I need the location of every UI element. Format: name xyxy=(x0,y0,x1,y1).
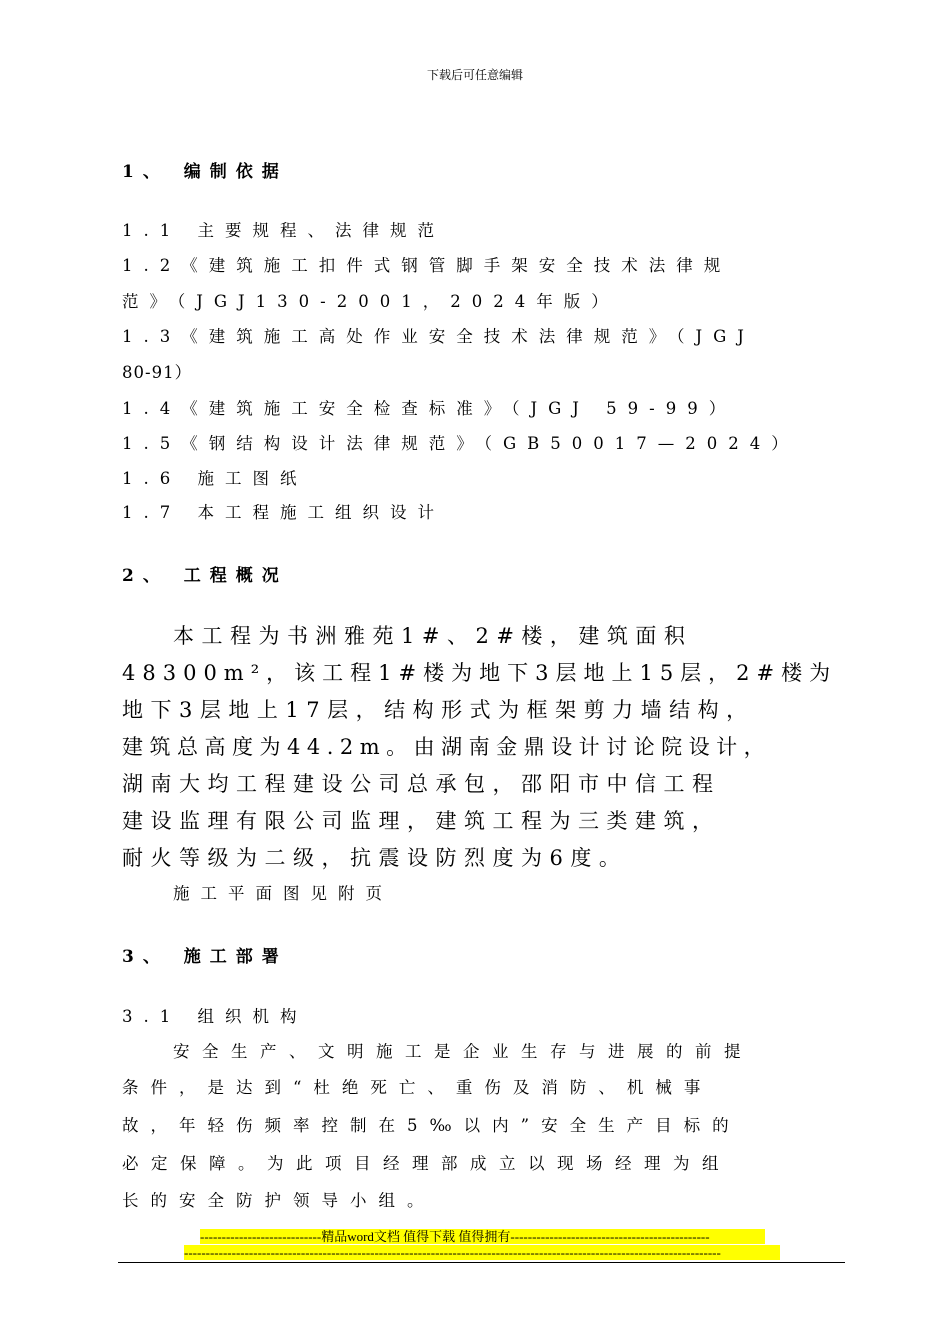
footer-banner-line-1: ----------------------------精品word文档 值得下载 值得拥有---------------------------------------------- xyxy=(200,1229,765,1244)
overview-line-3: 地下3层地上17层，结构形式为框架剪力墙结构， xyxy=(122,698,755,722)
section-2-heading: 2、 工程概况 xyxy=(122,566,288,586)
basis-item-1-3: 1.3《建筑施工高处作业安全技术法律规范》（JGJ xyxy=(122,327,755,346)
org-line-1: 安全生产、文明施工是企业生存与进展的前提 xyxy=(173,1042,753,1061)
overview-line-1: 本工程为书洲雅苑1#、2#楼，建筑面积 xyxy=(173,624,693,648)
basis-item-1-2-cont: 范》（JGJ130-2001，2024年版） xyxy=(122,292,619,311)
basis-item-1-2: 1.2《建筑施工扣件式钢管脚手架安全技术法律规 xyxy=(122,256,732,275)
overview-line-6: 建设监理有限公司监理，建筑工程为三类建筑， xyxy=(122,809,721,833)
basis-item-1-7: 1.7 本工程施工组织设计 xyxy=(122,503,445,522)
footer-banner-line-2: ---------------------------------------------------------------------------------------------------------------------------- xyxy=(184,1245,780,1260)
site-plan-note: 施工平面图见附页 xyxy=(173,884,393,903)
section-3-heading: 3、 施工部署 xyxy=(122,947,288,967)
org-line-4: 必定保障。为此项目经理部成立以现场经理为组 xyxy=(122,1154,731,1173)
basis-item-1-5: 1.5《钢结构设计法律规范》（GB50017—2024） xyxy=(122,434,799,453)
org-line-2: 条件，是达到“杜绝死亡、重伤及消防、机械事 xyxy=(122,1078,713,1097)
footer-rule xyxy=(118,1262,845,1263)
org-line-3: 故，年轻伤频率控制在5‰以内”安全生产目标的 xyxy=(122,1116,741,1135)
overview-line-4: 建筑总高度为44.2m。由湖南金鼎设计讨论院设计， xyxy=(122,735,772,759)
basis-item-1-4: 1.4《建筑施工安全检查标准》（JGJ 59-99） xyxy=(122,399,737,418)
overview-line-5: 湖南大均工程建设公司总承包，邵阳市中信工程 xyxy=(122,772,721,796)
basis-item-1-6: 1.6 施工图纸 xyxy=(122,469,308,488)
overview-line-2: 48300m²，该工程1#楼为地下3层地上15层，2#楼为 xyxy=(122,661,838,685)
org-line-5: 长的安全防护领导小组。 xyxy=(122,1191,436,1210)
header-note: 下载后可任意编辑 xyxy=(426,68,523,82)
basis-item-1-3-cont: 80-91） xyxy=(122,363,193,382)
basis-item-1-1: 1.1 主要规程、法律规范 xyxy=(122,221,445,240)
org-structure-heading: 3.1 组织机构 xyxy=(122,1007,308,1026)
section-1-heading: 1、 编制依据 xyxy=(122,162,288,182)
overview-line-7: 耐火等级为二级，抗震设防烈度为6度。 xyxy=(122,846,628,870)
